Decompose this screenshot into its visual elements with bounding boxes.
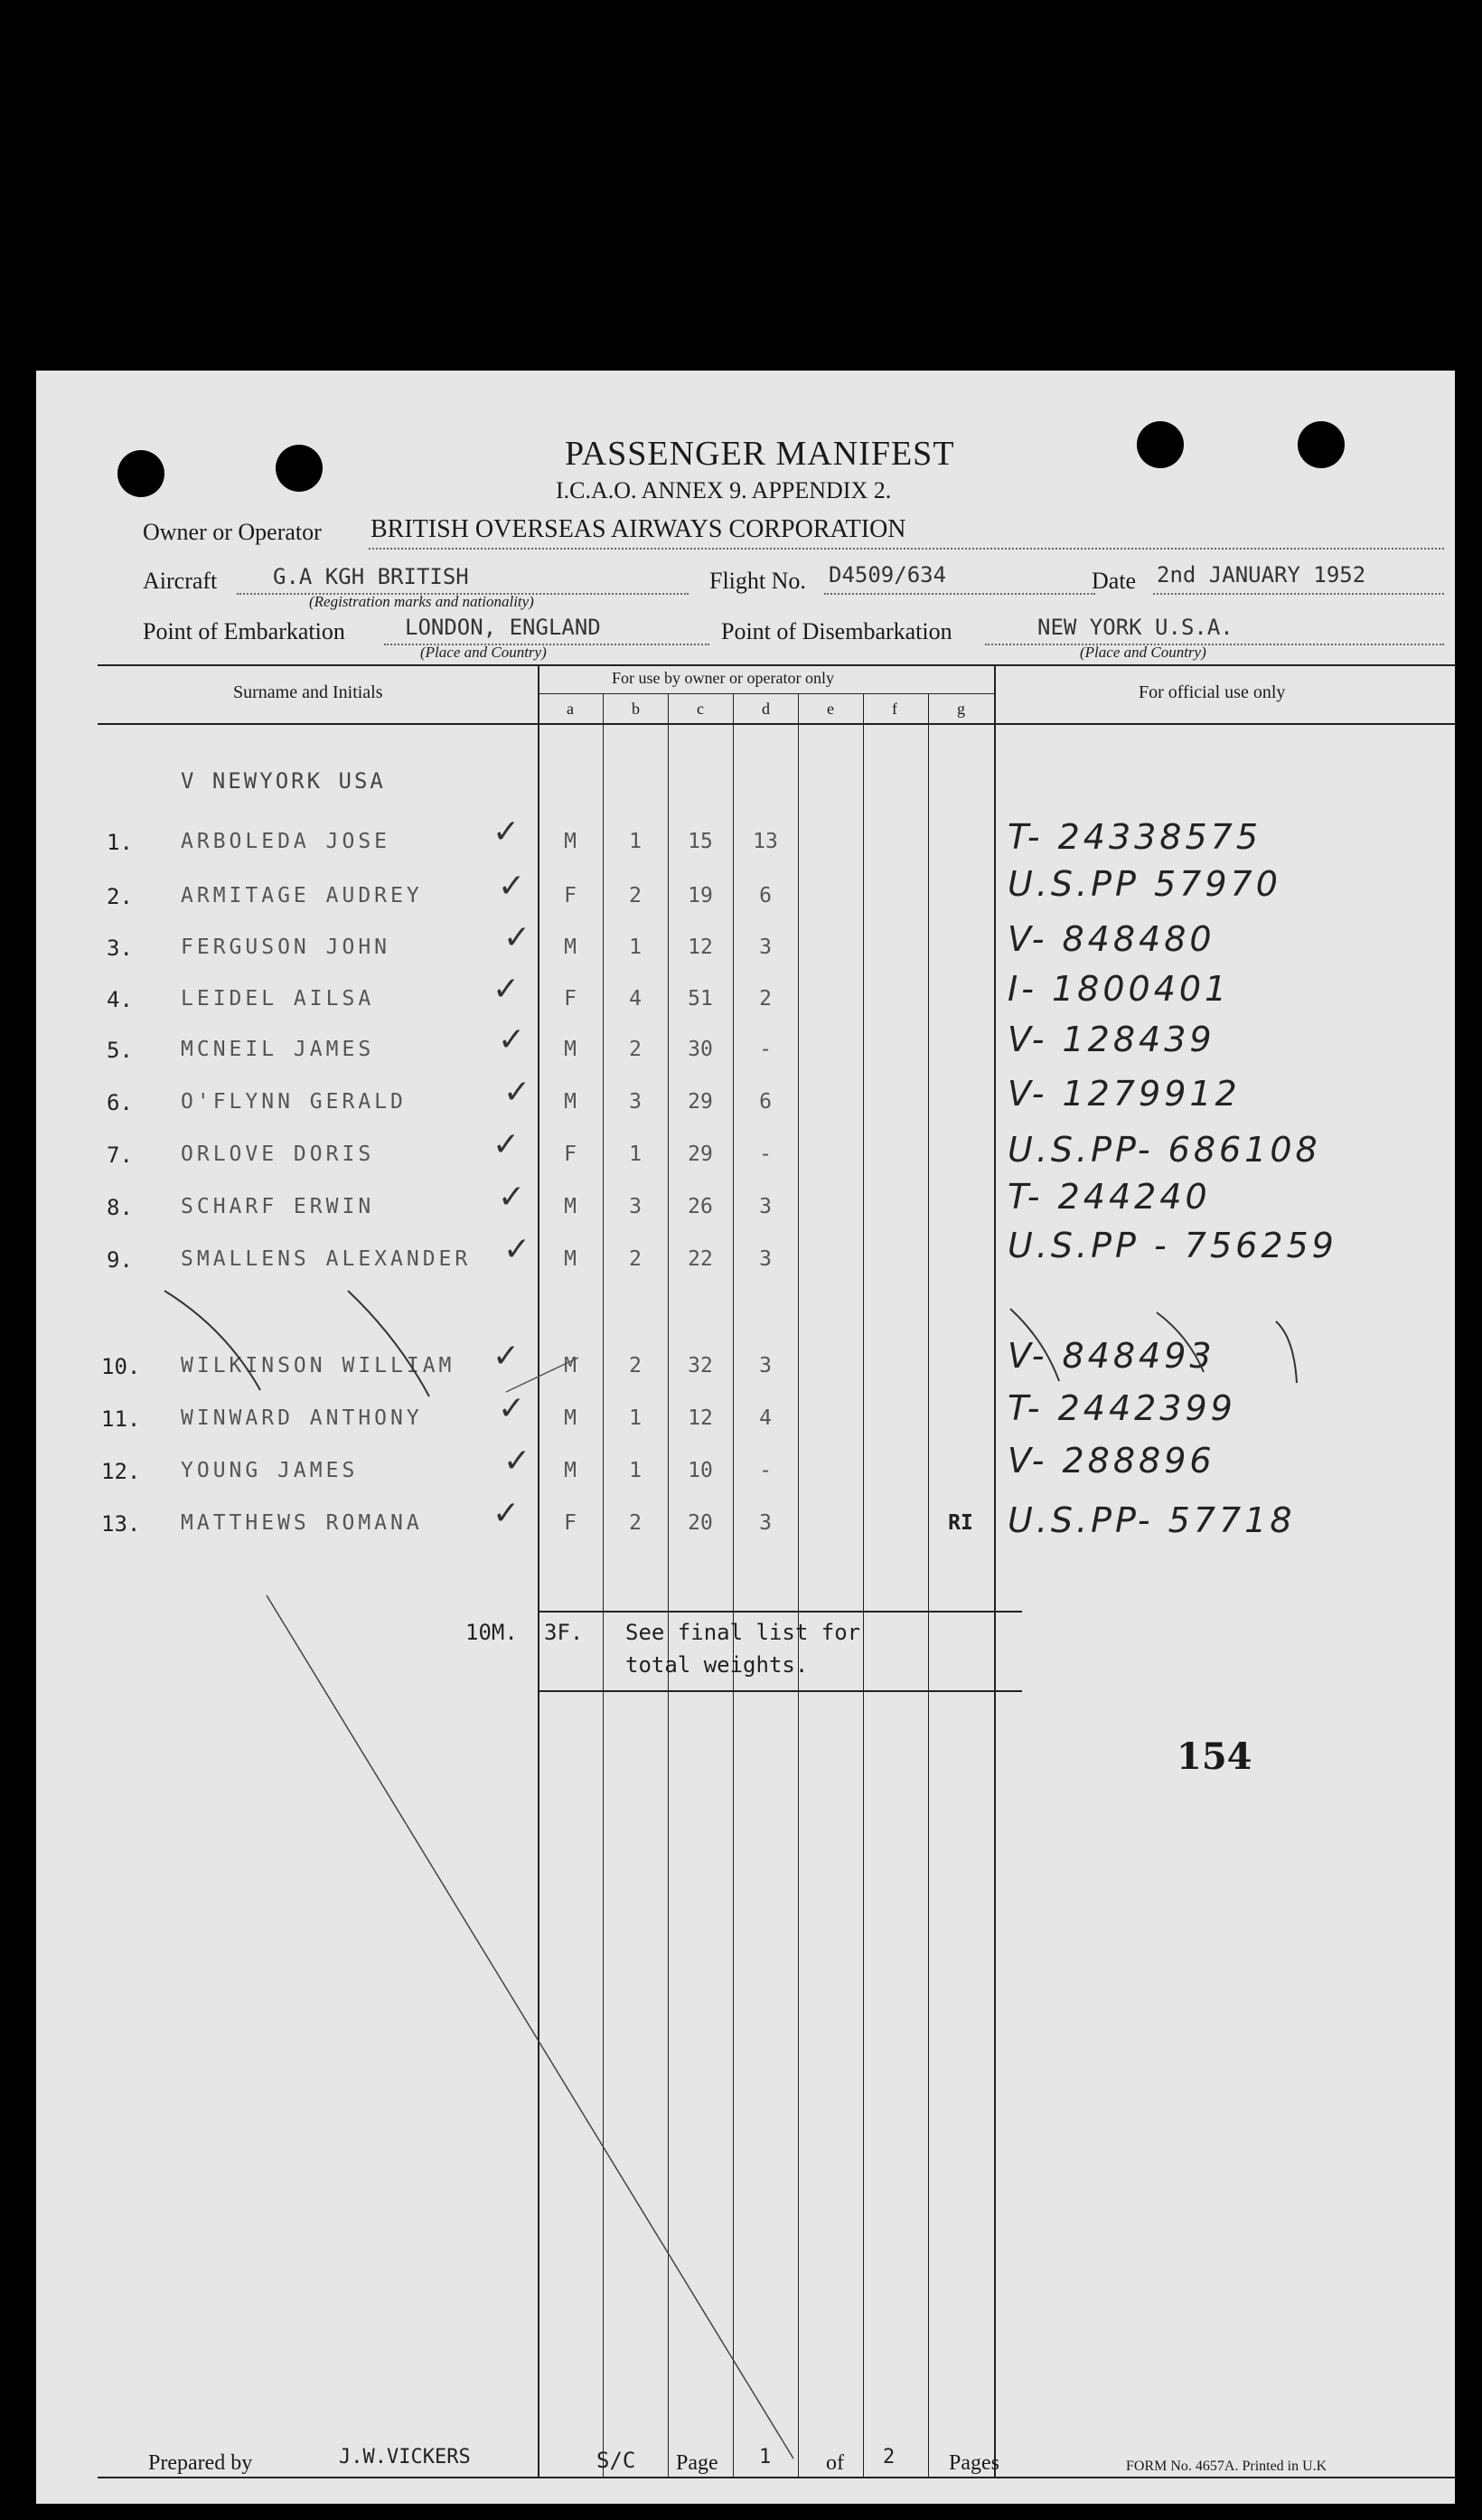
- cell-b: 3: [629, 1195, 642, 1218]
- section-heading: V NEWYORK USA: [181, 768, 386, 794]
- passenger-name: ARMITAGE AUDREY: [181, 884, 423, 907]
- stroke-right-1: [1010, 1309, 1059, 1381]
- check-mark-icon: ✓: [498, 1179, 526, 1216]
- cell-a: F: [564, 884, 577, 907]
- cell-c: 10: [688, 1459, 713, 1482]
- row-number: 6.: [107, 1090, 133, 1115]
- footer-rule: [98, 2477, 1455, 2478]
- check-mark-icon: ✓: [503, 1231, 531, 1268]
- official-use-entry: U.S.PP- 57718: [1008, 1500, 1296, 1540]
- stroke-right-3: [1276, 1321, 1297, 1383]
- stroke-row10-check-extra: [506, 1358, 578, 1392]
- check-mark-icon: ✓: [492, 1495, 521, 1532]
- subcol-f: f: [892, 700, 897, 718]
- totals-note-1: See final list for: [625, 1620, 861, 1645]
- cell-a: F: [564, 1142, 577, 1166]
- check-mark-icon: ✓: [492, 813, 521, 851]
- prepared-label: Prepared by: [148, 2451, 253, 2475]
- check-mark-icon: ✓: [492, 971, 521, 1008]
- cell-b: 4: [629, 987, 642, 1011]
- cell-d: 3: [759, 1195, 772, 1218]
- stroke-right-2: [1157, 1312, 1204, 1372]
- owner-label: Owner or Operator: [143, 519, 322, 545]
- official-use-entry: U.S.PP - 756259: [1008, 1226, 1337, 1265]
- cell-a: M: [564, 830, 577, 853]
- check-mark-icon: ✓: [492, 1338, 521, 1375]
- official-use-entry: U.S.PP- 686108: [1008, 1130, 1321, 1170]
- date-label: Date: [1092, 568, 1137, 594]
- cell-c: 30: [688, 1038, 713, 1061]
- cell-b: 3: [629, 1090, 642, 1114]
- cell-c: 22: [688, 1247, 713, 1271]
- official-use-entry: I- 1800401: [1008, 969, 1231, 1009]
- disembarkation-note: (Place and Country): [1080, 644, 1206, 661]
- owner-value: BRITISH OVERSEAS AIRWAYS CORPORATION: [370, 515, 906, 543]
- official-use-entry: V- 848493: [1008, 1336, 1215, 1376]
- cell-d: 3: [759, 1354, 772, 1378]
- aircraft-label: Aircraft: [143, 568, 218, 594]
- cell-c: 32: [688, 1354, 713, 1378]
- cell-a: M: [564, 1090, 577, 1114]
- stroke-left-2: [348, 1291, 429, 1396]
- cell-c: 19: [688, 884, 713, 907]
- check-mark-icon: ✓: [492, 1126, 521, 1163]
- page-label: Page: [676, 2451, 718, 2475]
- check-mark-icon: ✓: [498, 868, 526, 905]
- prepared-value: J.W.VICKERS: [339, 2446, 471, 2468]
- of-label: of: [826, 2451, 844, 2475]
- row-number: 12.: [101, 1459, 141, 1484]
- totals-bottom-rule: [539, 1690, 1022, 1692]
- pen-strokes: [36, 371, 1455, 2504]
- row-number: 4.: [107, 987, 133, 1012]
- cell-c: 26: [688, 1195, 713, 1218]
- cell-d: 4: [759, 1406, 772, 1430]
- subcol-b: b: [632, 700, 640, 718]
- stroke-diagonal: [267, 1595, 793, 2459]
- cell-d: 13: [753, 830, 778, 853]
- check-mark-icon: ✓: [503, 1074, 531, 1111]
- cell-b: 2: [629, 1511, 642, 1535]
- col-header-surname: Surname and Initials: [233, 682, 383, 702]
- cell-d: -: [759, 1038, 772, 1061]
- cell-b: 2: [629, 1038, 642, 1061]
- cell-a: F: [564, 987, 577, 1011]
- subcol-g: g: [957, 700, 965, 718]
- cell-d: -: [759, 1142, 772, 1166]
- cell-b: 1: [629, 1406, 642, 1430]
- cell-c: 12: [688, 936, 713, 959]
- official-use-entry: T- 2442399: [1008, 1388, 1236, 1428]
- row-number: 10.: [101, 1354, 141, 1379]
- totals-note-2: total weights.: [625, 1652, 809, 1678]
- embarkation-label: Point of Embarkation: [143, 618, 345, 644]
- totals-top-rule: [539, 1611, 1022, 1613]
- cell-a: M: [564, 1459, 577, 1482]
- cell-d: -: [759, 1459, 772, 1482]
- row-number: 9.: [107, 1247, 133, 1273]
- cell-b: 2: [629, 1354, 642, 1378]
- page-value: 1: [759, 2446, 772, 2468]
- row-number: 7.: [107, 1142, 133, 1168]
- totals-female: 3F.: [544, 1620, 584, 1645]
- aircraft-value: G.A KGH BRITISH: [273, 564, 469, 589]
- cell-c: 12: [688, 1406, 713, 1430]
- official-use-entry: V- 288896: [1008, 1441, 1215, 1481]
- col-header-official: For official use only: [1139, 682, 1286, 702]
- cell-d: 3: [759, 936, 772, 959]
- row-number: 1.: [107, 830, 133, 855]
- embarkation-note: (Place and Country): [420, 644, 547, 661]
- cell-c: 20: [688, 1511, 713, 1535]
- official-use-entry: V- 1279912: [1008, 1074, 1241, 1114]
- subcol-a: a: [567, 700, 574, 718]
- passenger-name: WILKINSON WILLIAM: [181, 1354, 455, 1378]
- cell-d: 6: [759, 1090, 772, 1114]
- row-number: 2.: [107, 884, 133, 909]
- cell-g: RI: [948, 1511, 973, 1535]
- official-use-entry: T- 244240: [1008, 1177, 1211, 1217]
- cell-a: M: [564, 1354, 577, 1378]
- subcol-e: e: [827, 700, 834, 718]
- passenger-name: SCHARF ERWIN: [181, 1195, 375, 1218]
- cell-a: F: [564, 1511, 577, 1535]
- row-number: 3.: [107, 936, 133, 961]
- stamp-number: 154: [1177, 1735, 1252, 1778]
- form-number: FORM No. 4657A. Printed in U.K: [1126, 2459, 1327, 2474]
- cell-c: 29: [688, 1090, 713, 1114]
- cell-d: 3: [759, 1511, 772, 1535]
- cell-d: 3: [759, 1247, 772, 1271]
- official-use-entry: V- 848480: [1008, 919, 1215, 959]
- manifest-sheet: [36, 371, 1455, 2504]
- row-number: 5.: [107, 1038, 133, 1063]
- cell-a: M: [564, 1247, 577, 1271]
- official-use-entry: T- 24338575: [1008, 817, 1262, 857]
- row-number: 8.: [107, 1195, 133, 1220]
- passenger-name: O'FLYNN GERALD: [181, 1090, 407, 1114]
- passenger-name: WINWARD ANTHONY: [181, 1406, 423, 1430]
- flight-label: Flight No.: [709, 568, 806, 594]
- of-value: 2: [883, 2446, 896, 2468]
- cell-b: 1: [629, 830, 642, 853]
- cell-d: 2: [759, 987, 772, 1011]
- cell-b: 1: [629, 1459, 642, 1482]
- check-mark-icon: ✓: [498, 1021, 526, 1058]
- subcol-d: d: [762, 700, 770, 718]
- passenger-name: SMALLENS ALEXANDER: [181, 1247, 472, 1271]
- official-use-entry: U.S.PP 57970: [1008, 864, 1281, 904]
- cell-c: 29: [688, 1142, 713, 1166]
- embarkation-value: LONDON, ENGLAND: [405, 615, 601, 640]
- check-mark-icon: ✓: [503, 1443, 531, 1480]
- cell-b: 1: [629, 1142, 642, 1166]
- cell-a: M: [564, 936, 577, 959]
- check-mark-icon: ✓: [498, 1390, 526, 1427]
- col-header-owner-use: For use by owner or operator only: [612, 669, 834, 687]
- passenger-name: MCNEIL JAMES: [181, 1038, 375, 1061]
- passenger-name: LEIDEL AILSA: [181, 987, 375, 1011]
- cell-a: M: [564, 1195, 577, 1218]
- form-title: PASSENGER MANIFEST: [565, 435, 955, 473]
- row-number: 13.: [101, 1511, 141, 1537]
- cell-a: M: [564, 1406, 577, 1430]
- cell-c: 51: [688, 987, 713, 1011]
- aircraft-note: (Registration marks and nationality): [309, 593, 534, 610]
- pages-label: Pages: [949, 2451, 999, 2475]
- passenger-name: ORLOVE DORIS: [181, 1142, 375, 1166]
- flight-value: D4509/634: [829, 562, 947, 588]
- cell-d: 6: [759, 884, 772, 907]
- totals-count: 10M.: [465, 1620, 518, 1645]
- cell-b: 1: [629, 936, 642, 959]
- prepared-suffix: S/C: [596, 2448, 636, 2473]
- date-value: 2nd JANUARY 1952: [1157, 562, 1366, 588]
- passenger-name: FERGUSON JOHN: [181, 936, 391, 959]
- passenger-name: ARBOLEDA JOSE: [181, 830, 391, 853]
- disembarkation-label: Point of Disembarkation: [721, 618, 952, 644]
- official-use-entry: V- 128439: [1008, 1020, 1215, 1059]
- cell-b: 2: [629, 884, 642, 907]
- stroke-left-1: [164, 1291, 260, 1390]
- form-subtitle: I.C.A.O. ANNEX 9. APPENDIX 2.: [556, 477, 892, 503]
- passenger-name: MATTHEWS ROMANA: [181, 1511, 423, 1535]
- cell-b: 2: [629, 1247, 642, 1271]
- cell-a: M: [564, 1038, 577, 1061]
- cell-c: 15: [688, 830, 713, 853]
- row-number: 11.: [101, 1406, 141, 1432]
- check-mark-icon: ✓: [503, 919, 531, 956]
- subcol-c: c: [697, 700, 704, 718]
- passenger-name: YOUNG JAMES: [181, 1459, 359, 1482]
- disembarkation-value: NEW YORK U.S.A.: [1037, 615, 1233, 640]
